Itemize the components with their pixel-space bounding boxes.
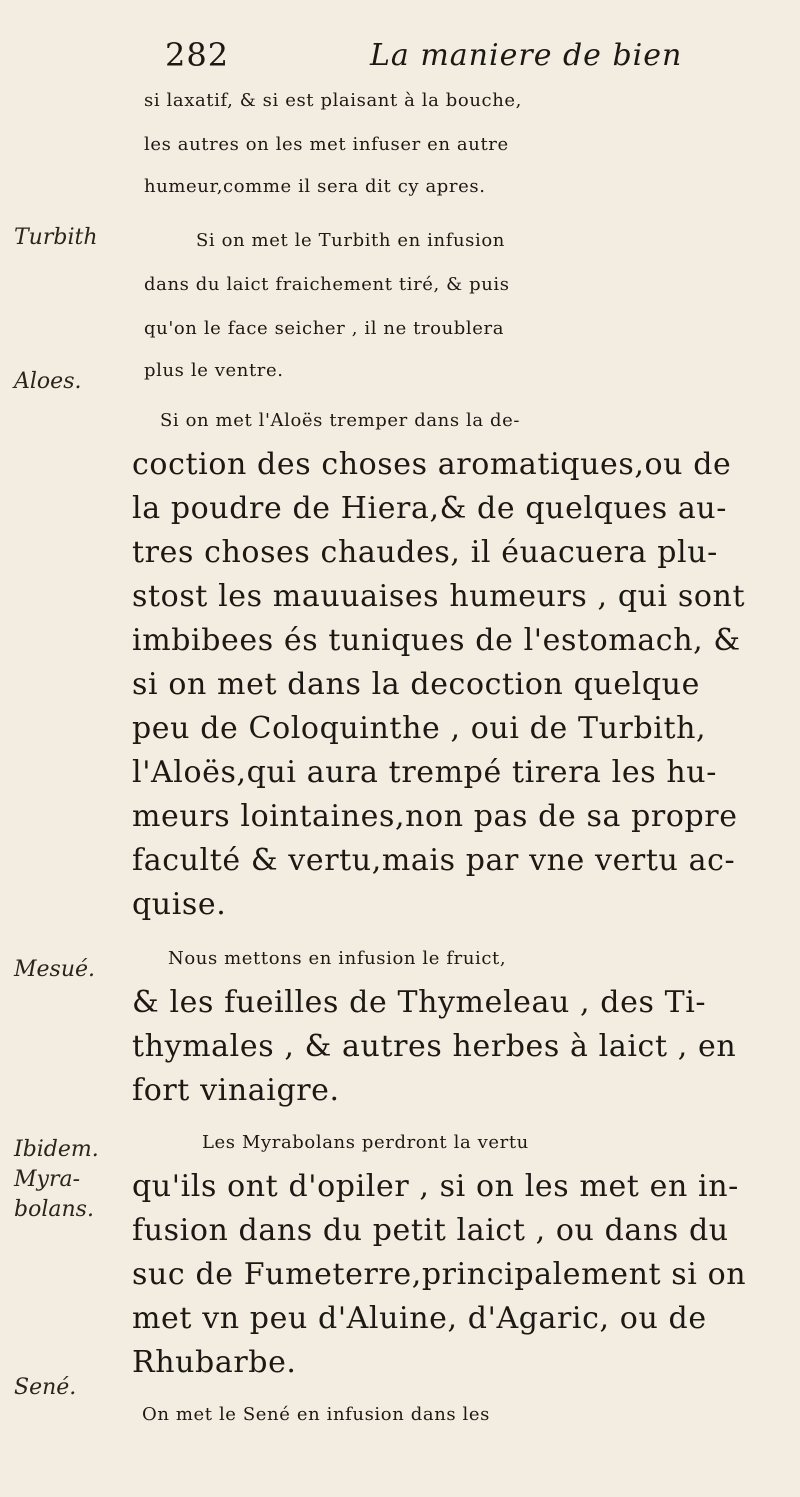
text-line: si laxatif, & si est plaisant à la bouche, xyxy=(144,90,522,111)
text-line: humeur,comme il sera dit cy apres. xyxy=(144,176,486,197)
page-header xyxy=(165,36,760,82)
margin-note-myrabolans-2: bolans. xyxy=(14,1197,94,1222)
text-line: les autres on les met infuser en autre xyxy=(144,134,509,155)
text-line: Si on met le Turbith en infusion xyxy=(196,230,505,251)
text-line: met vn peu d'Aluine, d'Agaric, ou de xyxy=(132,1301,707,1336)
text-line: Nous mettons en infusion le fruict, xyxy=(168,948,507,969)
text-line: quise. xyxy=(132,887,227,922)
text-line: si on met dans la decoction quelque xyxy=(132,667,700,702)
text-line: dans du laict fraichement tiré, & puis xyxy=(144,274,510,295)
text-line: coction des choses aromatiques,ou de xyxy=(132,447,732,482)
text-line: fort vinaigre. xyxy=(132,1073,340,1108)
text-line: qu'on le face seicher , il ne troublera xyxy=(144,318,505,339)
text-line: faculté & vertu,mais par vne vertu ac- xyxy=(132,843,736,878)
text-line: qu'ils ont d'opiler , si on les met en in- xyxy=(132,1169,739,1204)
margin-note-turbith: Turbith xyxy=(14,225,98,250)
text-line: Les Myrabolans perdront la vertu xyxy=(202,1132,529,1153)
text-line: On met le Sené en infusion dans les xyxy=(142,1404,490,1425)
text-line: peu de Coloquinthe , oui de Turbith, xyxy=(132,711,707,746)
text-line: & les fueilles de Thymeleau , des Ti- xyxy=(132,985,707,1020)
text-line: suc de Fumeterre,principalement si on xyxy=(132,1257,747,1292)
text-line: imbibees és tuniques de l'estomach, & xyxy=(132,623,741,658)
margin-note-sene: Sené. xyxy=(14,1375,77,1400)
text-line: plus le ventre. xyxy=(144,360,284,381)
margin-note-aloes: Aloes. xyxy=(14,369,82,394)
page-number: 282 xyxy=(165,36,230,74)
text-line: Rhubarbe. xyxy=(132,1345,297,1380)
text-line: thymales , & autres herbes à laict , en xyxy=(132,1029,737,1064)
text-line: tres choses chaudes, il éuacuera plu- xyxy=(132,535,718,570)
text-line: meurs lointaines,non pas de sa propre xyxy=(132,799,738,834)
running-title: La maniere de bien xyxy=(370,38,683,73)
text-line: fusion dans du petit laict , ou dans du xyxy=(132,1213,729,1248)
text-line: l'Aloës,qui aura trempé tirera les hu- xyxy=(132,755,717,790)
margin-note-myrabolans-1: Myra- xyxy=(14,1167,81,1192)
margin-note-ibidem: Ibidem. xyxy=(14,1137,99,1162)
text-line: Si on met l'Aloës tremper dans la de- xyxy=(160,410,521,431)
text-line: stost les mauuaises humeurs , qui sont xyxy=(132,579,746,614)
margin-note-mesue: Mesué. xyxy=(14,957,96,982)
text-line: la poudre de Hiera,& de quelques au- xyxy=(132,491,727,526)
